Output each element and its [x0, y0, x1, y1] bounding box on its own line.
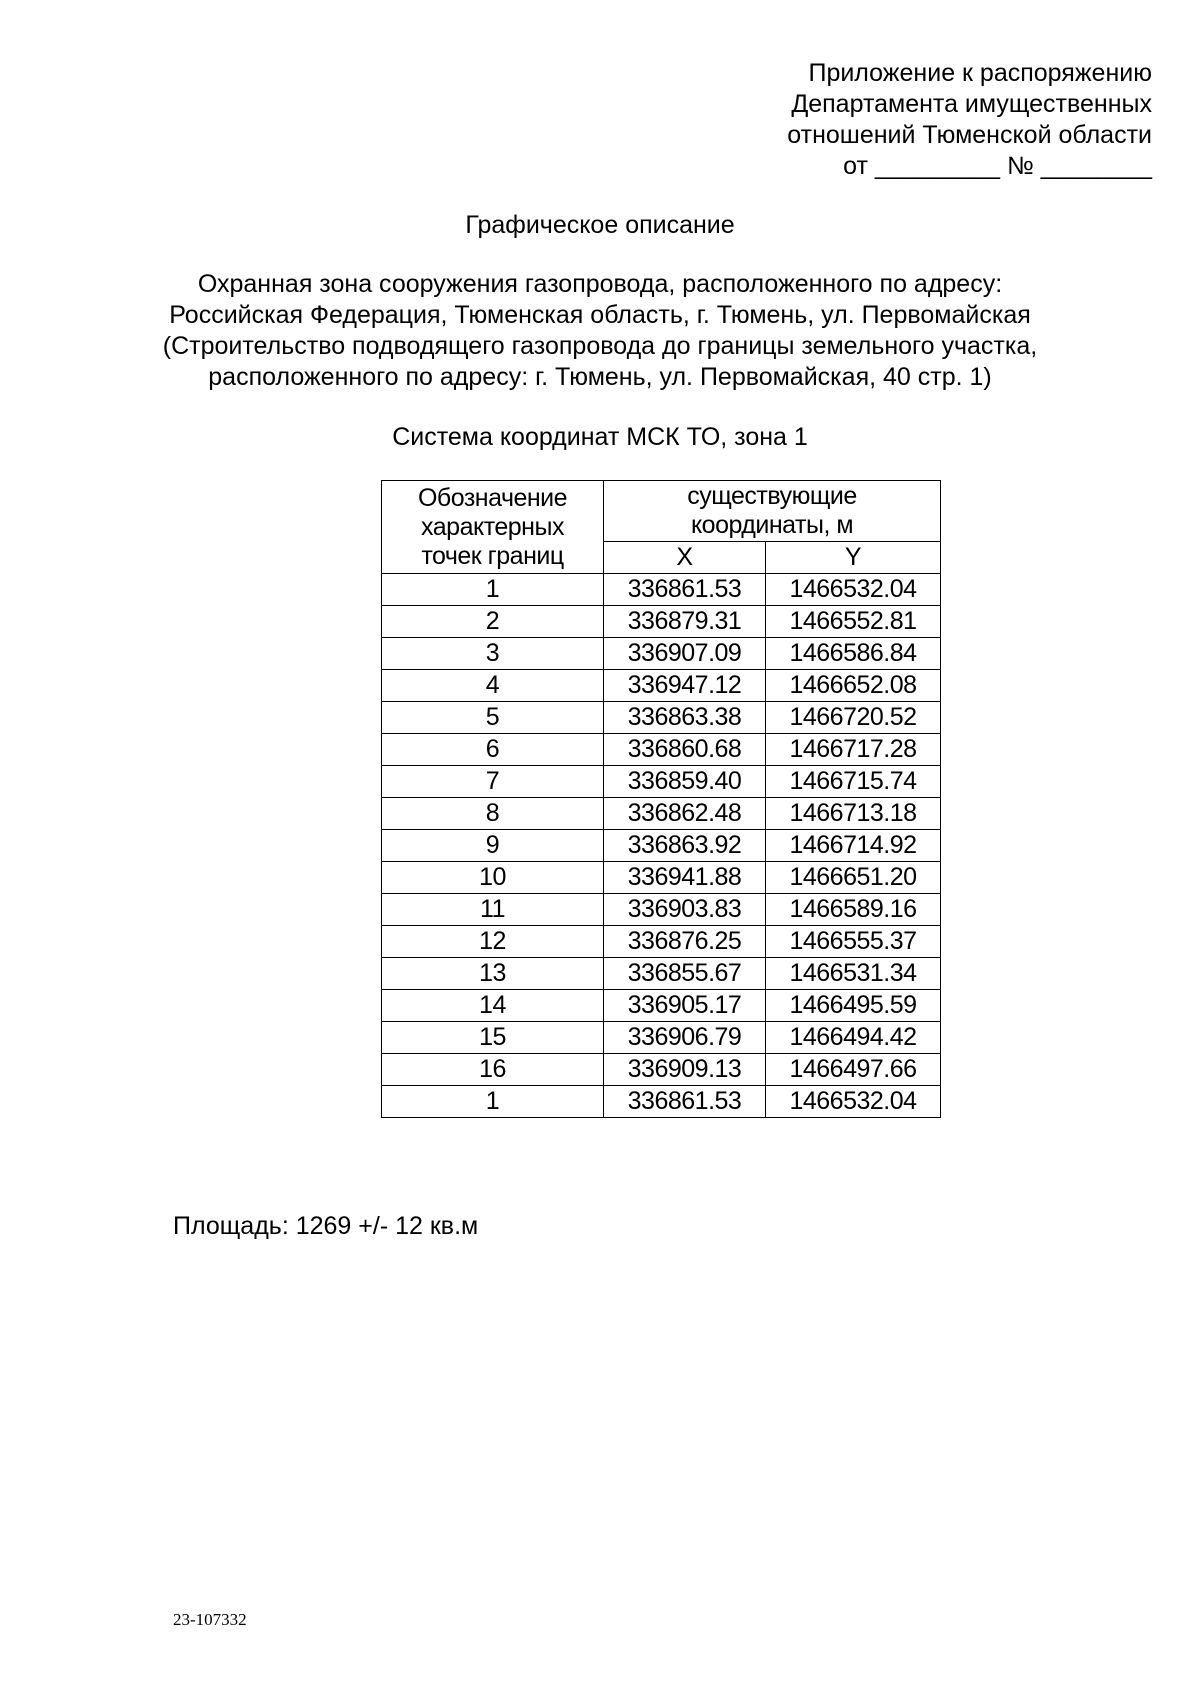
header-point-line: точек границ: [421, 541, 564, 570]
point-cell: 6: [382, 734, 604, 766]
x-coordinate-cell: 336879.31: [604, 606, 766, 638]
header-point-line: характерных: [421, 512, 564, 541]
y-coordinate-cell: 1466713.18: [766, 798, 941, 830]
y-coordinate-cell: 1466532.04: [766, 574, 941, 606]
table-row: [382, 1086, 941, 1118]
appendix-header: [787, 58, 1152, 182]
x-coordinate-cell: 336906.79: [604, 1022, 766, 1054]
point-cell: 3: [382, 638, 604, 670]
point-cell: 7: [382, 766, 604, 798]
document-title: Графическое описание: [465, 211, 735, 239]
x-coordinate-cell: 336907.09: [604, 638, 766, 670]
header-point-line: Обозначение: [417, 483, 568, 512]
x-coordinate-cell: 336947.12: [604, 670, 766, 702]
point-cell: 13: [382, 958, 604, 990]
y-coordinate-cell: 1466586.84: [766, 638, 941, 670]
y-coordinate-cell: 1466714.92: [766, 830, 941, 862]
header-point-designation: [382, 481, 604, 574]
point-cell: 10: [382, 862, 604, 894]
y-coordinate-cell: 1466555.37: [766, 926, 941, 958]
header-y: Y: [766, 542, 941, 574]
header-coords-line: существующие: [687, 482, 857, 510]
appendix-line: Приложение к распоряжению: [808, 59, 1152, 87]
area-value: Площадь: 1269 +/- 12 кв.м: [173, 1212, 479, 1240]
point-cell: 12: [382, 926, 604, 958]
point-cell: 14: [382, 990, 604, 1022]
x-coordinate-cell: 336876.25: [604, 926, 766, 958]
table-row: [382, 702, 941, 734]
y-coordinate-cell: 1466497.66: [766, 1054, 941, 1086]
y-coordinate-cell: 1466494.42: [766, 1022, 941, 1054]
table-row: [382, 798, 941, 830]
x-coordinate-cell: 336905.17: [604, 990, 766, 1022]
y-coordinate-cell: 1466531.34: [766, 958, 941, 990]
description-line: Охранная зона сооружения газопровода, расположенного по адресу:: [197, 270, 1003, 298]
y-coordinate-cell: 1466720.52: [766, 702, 941, 734]
y-coordinate-cell: 1466717.28: [766, 734, 941, 766]
x-coordinate-cell: 336859.40: [604, 766, 766, 798]
x-coordinate-cell: 336861.53: [604, 574, 766, 606]
coordinate-system-label: Система координат МСК ТО, зона 1: [392, 423, 808, 451]
y-coordinate-cell: 1466715.74: [766, 766, 941, 798]
x-coordinate-cell: 336863.38: [604, 702, 766, 734]
table-row: [382, 606, 941, 638]
point-cell: 11: [382, 894, 604, 926]
table-row: [382, 766, 941, 798]
table-row: [382, 734, 941, 766]
x-coordinate-cell: 336941.88: [604, 862, 766, 894]
table-row: [382, 1054, 941, 1086]
table-row: [382, 894, 941, 926]
x-coordinate-cell: 336861.53: [604, 1086, 766, 1118]
zone-description: [0, 269, 1200, 393]
x-coordinate-cell: 336855.67: [604, 958, 766, 990]
point-cell: 4: [382, 670, 604, 702]
y-coordinate-cell: 1466532.04: [766, 1086, 941, 1118]
table-row: [382, 862, 941, 894]
table-row: [382, 990, 941, 1022]
y-coordinate-cell: 1466552.81: [766, 606, 941, 638]
point-cell: 15: [382, 1022, 604, 1054]
coordinates-table: [381, 480, 941, 1118]
header-coords-line: координаты, м: [690, 511, 854, 539]
x-coordinate-cell: 336860.68: [604, 734, 766, 766]
y-coordinate-cell: 1466652.08: [766, 670, 941, 702]
appendix-line: отношений Тюменской области: [787, 121, 1152, 149]
header-existing-coordinates: [604, 481, 941, 542]
description-line: расположенного по адресу: г. Тюмень, ул. Первомайская, 40 стр. 1): [208, 363, 992, 391]
x-coordinate-cell: 336909.13: [604, 1054, 766, 1086]
point-cell: 2: [382, 606, 604, 638]
x-coordinate-cell: 336863.92: [604, 830, 766, 862]
table-row: [382, 1022, 941, 1054]
table-row: [382, 670, 941, 702]
point-cell: 1: [382, 1086, 604, 1118]
table-row: [382, 638, 941, 670]
point-cell: 16: [382, 1054, 604, 1086]
table-row: [382, 574, 941, 606]
coordinates-table-body: [382, 574, 941, 1118]
point-cell: 1: [382, 574, 604, 606]
point-cell: 8: [382, 798, 604, 830]
document-number: 23-107332: [173, 1610, 247, 1629]
table-row: [382, 830, 941, 862]
appendix-date-number-line: от _________ № ________: [843, 152, 1152, 180]
appendix-line: Департамента имущественных: [791, 90, 1152, 118]
description-line: Российская Федерация, Тюменская область, г. Тюмень, ул. Первомайская: [169, 301, 1031, 329]
y-coordinate-cell: 1466589.16: [766, 894, 941, 926]
x-coordinate-cell: 336862.48: [604, 798, 766, 830]
point-cell: 9: [382, 830, 604, 862]
description-line: (Строительство подводящего газопровода до границы земельного участка,: [162, 332, 1038, 360]
point-cell: 5: [382, 702, 604, 734]
y-coordinate-cell: 1466651.20: [766, 862, 941, 894]
y-coordinate-cell: 1466495.59: [766, 990, 941, 1022]
header-x: X: [604, 542, 766, 574]
table-row: [382, 958, 941, 990]
table-row: [382, 926, 941, 958]
x-coordinate-cell: 336903.83: [604, 894, 766, 926]
